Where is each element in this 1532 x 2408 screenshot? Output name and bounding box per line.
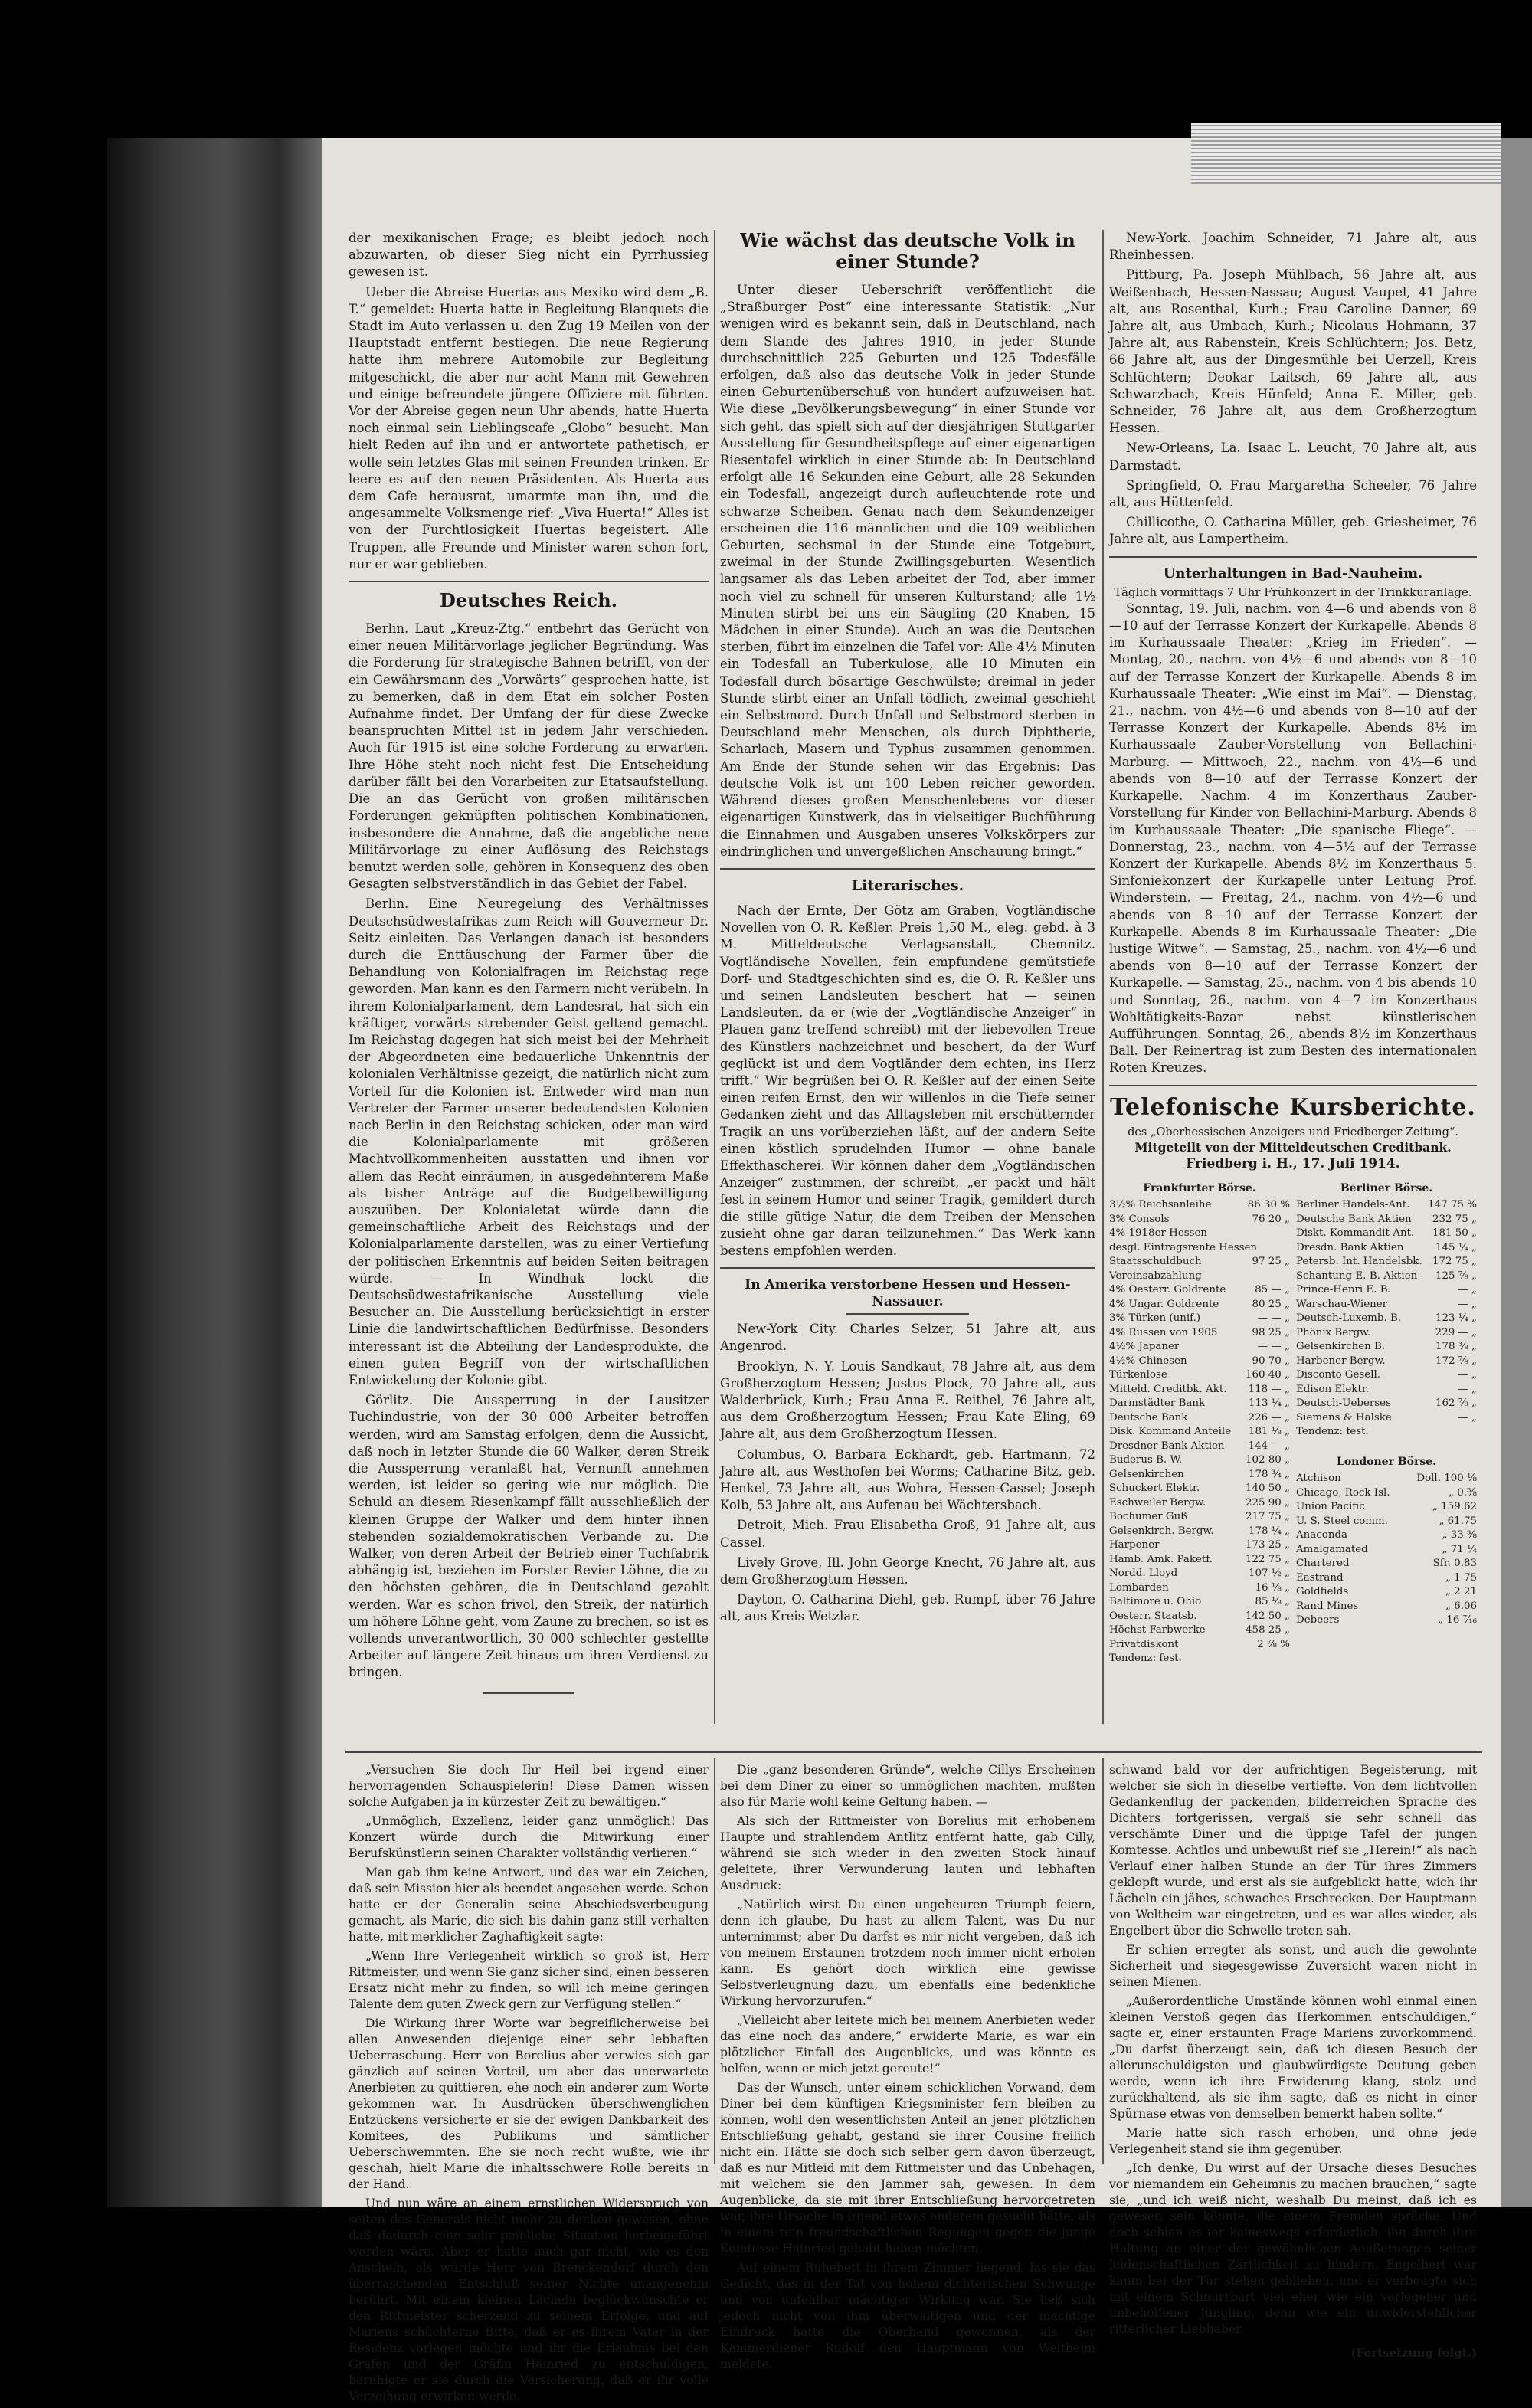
quote-name: Deutsche Bank Aktien xyxy=(1296,1213,1412,1225)
quote-value: „ 61.75 xyxy=(1439,1515,1477,1527)
quote-row xyxy=(1296,1283,1477,1298)
quote-row xyxy=(1296,1198,1477,1213)
quote-row xyxy=(1296,1368,1477,1383)
stacked-page-edges xyxy=(1191,123,1501,184)
nauheim-subheading: Täglich vormittags 7 Uhr Frühkonzert in der Trinkkuranlage. xyxy=(1114,585,1472,599)
serial-text: „Wenn Ihre Verlegenheit wirklich so groß ist, Herr Rittmeister, und wenn Sie ganz sicher sind, einen besseren Ersatz nicht mehr zu finden, so will ich meine geringen Talente dem guten Zweck gern zur Verfügung stellen.“ xyxy=(349,1949,709,2011)
quote-row xyxy=(1296,1571,1477,1586)
quote-name: Phönix Bergw. xyxy=(1296,1326,1371,1338)
quote-value: 90 70 „ xyxy=(1252,1355,1290,1367)
frankfurt-quotes xyxy=(1109,1180,1290,1666)
quote-name: Hamb. Amk. Paketf. xyxy=(1109,1553,1213,1565)
quote-name: Union Pacific xyxy=(1296,1501,1365,1513)
quote-name: desgl. Eintragsrente Hessen xyxy=(1109,1241,1258,1253)
serial-text: Marie hatte sich rasch erhoben, und ohne jede Verlegenheit stand sie ihm gegenüber. xyxy=(1109,2126,1477,2156)
quote-row xyxy=(1109,1283,1290,1298)
article-text: Görlitz. Die Aussperrung in der Lausitzer Tuchindustrie, von der 30 000 Arbeiter betroffen werden, wird am Samstag erfolgen, denn die Aussicht, daß noch in letzter Stunde die 60 Walker, deren Streik die Aussperrung veranlaßt hat, Vernunft annehmen werden, ist leider so gering wie nur möglich. Die Schuld an diesem Riesenkampf fällt ausschließlich der kleinen Gruppe der Walker und dem hinter ihnen stehenden sozialdemokratischen Verbande zu. Die Walker, von deren Arbeit der Betrieb einer Tuchfabrik abhängig ist, beziehen im Forster Revier Löhne, die zu den höchsten gehören, die in Deutschland gezahlt werden. War es schon frivol, den Streik, der natürlich um höhere Löhne geht, vom Zaune zu brechen, so ist es vollends unverantwortlich, 30 000 schlechter gestellte Arbeiter auf längere Zeit hinaus um ihren Verdienst zu bringen. xyxy=(349,1393,709,1680)
obituary-entry: Chillicothe, O. Catharina Müller, geb. Griesheimer, 76 Jahre alt, aus Lampertheim. xyxy=(1109,515,1477,547)
quote-value: 76 20 „ xyxy=(1252,1213,1290,1225)
quote-value: 123 ¼ „ xyxy=(1435,1312,1477,1325)
quote-value: 2 ⅞ % xyxy=(1257,1638,1290,1650)
obituary-entry: Pittburg, Pa. Joseph Mühlbach, 56 Jahre alt, aus Weißenbach, Hessen-Nassau; August Vaupel, 41 Jahre alt, aus Rosenthal, Kurh.; Frau Caroline Danner, 69 Jahre alt, aus Umbach, Kurh.; Nicolaus Hohmann, 37 Jahre alt, aus Rabenstein, Kreis Schlüchtern; Jos. Betz, 66 Jahre alt, aus der Dingesmühle bei Uerzell, Kreis Schlüchtern; Deokar Laitsch, 69 Jahre alt, aus Schwarzbach, Kreis Hünfeld; Anna E. Miller, geb. Schneider, 76 Jahre alt, aus dem Großherzogtum Hessen. xyxy=(1109,267,1477,436)
quote-row xyxy=(1296,1500,1477,1515)
quote-row xyxy=(1296,1557,1477,1571)
quote-row xyxy=(1296,1528,1477,1543)
quote-row xyxy=(1296,1340,1477,1355)
quote-row xyxy=(1109,1610,1290,1624)
quote-value: 178 ⅜ „ xyxy=(1435,1341,1477,1353)
serial-text: Als sich der Rittmeister von Borelius mit erhobenem Haupte und strahlendem Antlitz entfernt hatte, gab Cilly, während sie sich wieder in den zweiten Stock hinauf geleitete, ihrer Verwunderung lauten und lebhaften Ausdruck: xyxy=(720,1814,1095,1892)
quote-name: Dresdner Bank Aktien xyxy=(1109,1440,1225,1452)
serial-text: schwand bald vor der aufrichtigen Begeisterung, mit welcher sie sich in dieselbe vertiefte. Von dem lichtvollen Gedankenflug der packenden, bilderreichen Sprache des Dichters fortgerissen, vergaß sie sehr schnell das verschämte Diner und die üppige Tafel der jungen Komtesse. Achtlos und unbewußt rief sie „Herein!“ als nach Verlauf einer halben Stunde an der Tür ihres Zimmers geklopft wurde, und erst als sie aufgeblickt hatte, wich ihr Lächeln ein jähes, schwaches Erschrecken. Der Hauptmann von Weltheim war eingetreten, und es war alles wieder, als Engelbert über die Schwelle treten sah. xyxy=(1109,1763,1477,1938)
quote-row xyxy=(1296,1355,1477,1369)
quote-row xyxy=(1296,1241,1477,1256)
serial-text: Und nun wäre an einem ernstlichen Widerspruch von seiten des Generals nicht mehr zu denken gewesen, ohne daß dadurch eine sehr peinliche Situation herbeigeführt worden wäre. Aber er hatte auch gar nicht, wie es den Anschein, als würde Herr von Brenckendorf durch den überraschenden Entschluß seiner Nichte unangenehm berührt. Mit einem kleinen Lächeln beglückwünschte er den Rittmeister scherzend zu seinem Erfolge, und auf Mariens schüchterne Bitte, daß er es ihrem Vater in der Residenz vorlegen möchte und ihr die Erlaubnis bei den Grafen und der Gräfin Hainried zu entschuldigen, beruhigte er sie durch die Versicherung, daß er ihr volle Verzeihung erwirken werde. xyxy=(349,2197,709,2403)
quote-row xyxy=(1296,1543,1477,1558)
quote-name: 4% Oesterr. Goldrente xyxy=(1109,1284,1226,1296)
quote-row xyxy=(1296,1270,1477,1284)
quote-row xyxy=(1109,1567,1290,1581)
quote-value: „ 159.62 xyxy=(1432,1501,1477,1513)
quote-row xyxy=(1109,1340,1290,1355)
quote-row xyxy=(1296,1585,1477,1600)
quote-row xyxy=(1296,1298,1477,1312)
quote-value: — — „ xyxy=(1257,1312,1290,1325)
quote-name: Tendenz: fest. xyxy=(1109,1653,1182,1665)
section-rule xyxy=(349,581,709,582)
quote-name: 4½% Japaner xyxy=(1109,1341,1180,1353)
quote-row xyxy=(1109,1468,1290,1482)
quote-value: 160 40 „ xyxy=(1245,1369,1290,1381)
quote-row xyxy=(1296,1425,1477,1440)
quote-row xyxy=(1109,1453,1290,1468)
quote-row xyxy=(1296,1213,1477,1227)
section-rule xyxy=(1109,556,1477,558)
quote-row xyxy=(1296,1600,1477,1614)
quote-row xyxy=(1109,1255,1290,1270)
section-heading-literarisches: Literarisches. xyxy=(851,876,964,894)
quote-name: Schantung E.-B. Aktien xyxy=(1296,1270,1418,1282)
quote-value: — „ xyxy=(1458,1298,1477,1310)
quote-value: 181 ⅛ „ xyxy=(1249,1426,1290,1438)
quote-row xyxy=(1109,1538,1290,1553)
kursberichte-title: Telefonische Kursberichte. xyxy=(1110,1093,1476,1121)
end-rule xyxy=(483,1692,574,1694)
quote-value: 225 90 „ xyxy=(1245,1496,1290,1509)
quote-value: 147 75 % xyxy=(1428,1199,1477,1211)
quote-name: Mitteld. Creditbk. Akt. xyxy=(1109,1383,1227,1395)
quote-value: — „ xyxy=(1458,1383,1477,1395)
obituary-entry: New-York City. Charles Selzer, 51 Jahre alt, aus Angenrod. xyxy=(720,1322,1095,1354)
quote-value: 217 75 „ xyxy=(1245,1511,1290,1523)
quote-value: 229 — „ xyxy=(1435,1326,1477,1338)
quote-value: „ 71 ¼ xyxy=(1442,1543,1477,1555)
quote-name: 4% 1918er Hessen xyxy=(1109,1227,1208,1240)
quote-row xyxy=(1109,1241,1290,1256)
quote-row xyxy=(1109,1525,1290,1539)
section-heading-nauheim: Unterhaltungen in Bad-Nauheim. xyxy=(1163,565,1423,582)
obituary-entry: New-Orleans, La. Isaac L. Leucht, 70 Jahre alt, aus Darmstadt. xyxy=(1109,441,1477,473)
quote-row xyxy=(1109,1368,1290,1383)
quote-name: Oesterr. Staatsb. xyxy=(1109,1610,1197,1622)
quote-name: Chicago, Rock Isl. xyxy=(1296,1486,1390,1499)
quote-name: Siemens & Halske xyxy=(1296,1411,1392,1424)
quote-name: Tendenz: fest. xyxy=(1296,1426,1369,1438)
quote-value: 16 ⅛ „ xyxy=(1255,1581,1290,1594)
quote-value: 181 50 „ xyxy=(1432,1227,1477,1240)
quote-row xyxy=(1109,1638,1290,1653)
section-heading-amerika: In Amerika verstorbene Hessen und Hessen-Nassauer. xyxy=(745,1277,1071,1310)
quote-name: Privatdiskont xyxy=(1109,1638,1179,1650)
quote-value: 125 ⅞ „ xyxy=(1435,1270,1477,1282)
obituary-entry: Columbus, O. Barbara Eckhardt, geb. Hartmann, 72 Jahre alt, aus Westhofen bei Worms; Catharine Bitz, geb. Henkel, 73 Jahre alt, aus Wohra, Hessen-Cassel; Joseph Kolb, 53 Jahre alt, aus Aufenau bei Wächtersbach. xyxy=(720,1446,1095,1513)
quote-name: Vereinsabzahlung xyxy=(1109,1270,1202,1282)
quote-name: Staatsschuldbuch xyxy=(1109,1256,1202,1268)
quote-row xyxy=(1296,1227,1477,1241)
section-rule xyxy=(1109,1085,1477,1086)
column-divider-2 xyxy=(1102,230,1104,1724)
quote-name: Eastrand xyxy=(1296,1571,1344,1584)
section-rule xyxy=(720,868,1095,870)
obituary-entry: Detroit, Mich. Frau Elisabetha Groß, 91 Jahre alt, aus Cassel. xyxy=(720,1518,1095,1550)
obituary-entry: Lively Grove, Ill. John George Knecht, 76 Jahre alt, aus dem Großherzogtum Hessen. xyxy=(720,1555,1095,1587)
quote-name: Harbener Bergw. xyxy=(1296,1355,1386,1367)
book-spine-shadow xyxy=(107,138,322,2207)
quote-row xyxy=(1109,1326,1290,1341)
quote-value: — „ xyxy=(1458,1411,1477,1424)
quote-row xyxy=(1296,1411,1477,1426)
quote-name: Bochumer Guß xyxy=(1109,1511,1188,1523)
quote-row xyxy=(1109,1383,1290,1397)
quote-value: Doll. 100 ⅛ xyxy=(1416,1473,1477,1485)
quote-row xyxy=(1296,1515,1477,1529)
quote-name: Amalgamated xyxy=(1296,1543,1368,1555)
quote-name: Gelsenkirch. Bergw. xyxy=(1109,1525,1214,1537)
quote-name: Anaconda xyxy=(1296,1529,1348,1541)
quote-row xyxy=(1109,1312,1290,1326)
obituary-entry: Brooklyn, N. Y. Louis Sandkaut, 78 Jahre alt, aus dem Großherzogtum Hessen; Justus Plock, 70 Jahre alt, aus Walderbrück, Kurh.; Frau Anna E. Reithel, 76 Jahre alt, aus dem Großherzogtum Hessen; Frau Kate Eling, 69 Jahre alt, aus dem Großherzogtum Hessen. xyxy=(720,1358,1095,1442)
kursberichte-bank: Mitgeteilt von der Mitteldeutschen Creditbank. xyxy=(1134,1139,1452,1155)
quote-name: Gelsenkirchen xyxy=(1109,1468,1184,1480)
serial-text: „Versuchen Sie doch Ihr Heil bei irgend einer hervorragenden Schauspielerin! Diese Damen wissen solche Aufgaben ja in kürzester Zeit zu bewältigen.“ xyxy=(349,1763,709,1809)
feuilleton-column-2 xyxy=(720,1762,1095,2376)
quote-name: U. S. Steel comm. xyxy=(1296,1515,1388,1527)
column-2 xyxy=(720,230,1095,1629)
quote-value: 80 25 „ xyxy=(1252,1298,1290,1310)
quote-value: 142 50 „ xyxy=(1245,1610,1290,1622)
right-page-edge xyxy=(1501,138,1532,2207)
kursberichte-source: des „Oberhessischen Anzeigers und Friedberger Zeitung“. xyxy=(1128,1125,1458,1138)
quote-name: Darmstädter Bank xyxy=(1109,1397,1206,1410)
quote-row xyxy=(1109,1581,1290,1596)
article-text: der mexikanischen Frage; es bleibt jedoch noch abzuwarten, ob dieser Sieg nicht ein Pyrrhussieg gewesen ist. xyxy=(349,231,709,280)
feuilleton-divider-1 xyxy=(714,1758,715,2164)
quote-value: — „ xyxy=(1458,1284,1477,1296)
quote-row xyxy=(1109,1510,1290,1525)
quote-name: 4% Ungar. Goldrente xyxy=(1109,1298,1219,1310)
quote-value: 107 ½ „ xyxy=(1249,1568,1290,1580)
quote-name: Deutsche Bank xyxy=(1109,1411,1188,1424)
quote-name: Baltimore u. Ohio xyxy=(1109,1596,1202,1608)
serial-text: Man gab ihm keine Antwort, und das war ein Zeichen, daß sein Mission hier als beendet angesehen werde. Schon hatte er der Generalin seine Abschiedsverbeugung gemacht, als Marie, die sich bis dahin ganz still verhalten hatte, mit merklicher Zaghaftigkeit sagte: xyxy=(349,1866,709,1944)
serial-text: Die Wirkung ihrer Worte war begreiflicherweise bei allen Anwesenden diejenige einer sehr lebhaften Ueberraschung. Herr von Borelius aber verwies sich gar gänzlich auf seinen Vorteil, um aber das unerwartete Anerbieten zu quittieren, ehe noch ein anderer zum Worte gekommen war. In Ausdrücken überschwenglichen Entzückens versicherte er sie der ewigen Dankbarkeit des Komitees, des Publikums und sämtlicher Ueberschwemmten. Ehe sie noch recht wußte, wie ihr geschah, hielt Marie die inhaltsschwere Rolle bereits in der Hand. xyxy=(349,2016,709,2191)
quote-name: Eschweiler Bergw. xyxy=(1109,1496,1206,1509)
serial-text: „Ich denke, Du wirst auf der Ursache dieses Besuches vor niemandem ein Geheimnis zu machen brauchen,“ sagte sie, „und ich weiß nicht, weshalb Du meinst, daß ich es gewesen sein könnte, die einem Fremden spräche. Und doch schien es ihr keineswegs erforderlich, ihn durch ihre Haltung an einer der gewöhnlichen Aeußerungen seiner leidenschaftlichen Zärtlichkeit zu hindern. Engelbert war kaum bei der Tür stehen geblieben, und er verbeugte sich mit einem Schnurrbart viel eher wie ein verlegener und unbeholfener Jüngling, denn wie ein unwiderstehlicher ritterlicher Liebhaber. xyxy=(1109,2161,1477,2336)
quote-name: Chartered xyxy=(1296,1558,1350,1570)
quote-value: 97 25 „ xyxy=(1252,1256,1290,1268)
quote-value: 458 25 „ xyxy=(1245,1624,1290,1636)
article-text: Unter dieser Ueberschrift veröffentlicht die „Straßburger Post“ eine interessante Statistik: „Nur wenigen wird es bekannt sein, daß in Deutschland, nach dem Stande des Jahres 1910, in jeder Stunde durchschnittlich 225 Geburten und 125 Todesfälle erfolgen, daß also das deutsche Volk in jeder Stunde einen Geburtenüberschuß von hundert aufzuweisen hat. Wie diese „Bevölkerungsbewegung“ in einer Stunde vor sich geht, das spielt sich auf der diesjährigen Stuttgarter Ausstellung für Gesundheitspflege auf einer eigenartigen Riesentafel wirklich in einer Stunde ab: In Deutschland erfolgt alle 16 Sekunden eine Geburt, alle 28 Sekunden ein Todesfall, angezeigt durch aufleuchtende rote und schwarze Scheiben. Genau nach dem Sekundenzeiger erscheinen die 116 männlichen und die 109 weiblichen Geburten, sechsmal in der Stunde eine Totgeburt, zweimal in der Stunde Zwillingsgeburten. Wesentlich langsamer als das Leben arbeitet der Tod, aber immer noch viel zu schnell für unseren Kulturstand; alle 1½ Minuten stirbt bei uns ein Säugling (20 Knaben, 15 Mädchen in einer Stunde). Auch an was die Deutschen sterben, führt im einzelnen die Tafel vor: Alle 4½ Minuten ein Todesfall an Tuberkulose, alle 10 Minuten ein Todesfall durch bösartige Geschwülste; dreimal in jeder Stunde stirbt einer an Unfall tödlich, zweimal geschieht ein Selbstmord. Durch Unfall und Selbstmord sterben in Deutschland mehr Menschen, als durch Diphtherie, Scharlach, Masern und Typhus zusammen genommen. Am Ende der Stunde sehen wir das Ergebnis: Das deutsche Volk ist um 100 Leben reicher geworden. Während dieses großen Menschenlebens vor dieser eigenartigen Kunstwerk, das in vielseitiger Buchführung die Einnahmen und Ausgaben unseres Volkskörpers zur eindringlichen und unvergeßlichen Anschauung bringt.“ xyxy=(720,283,1095,859)
feuilleton-divider-2 xyxy=(1102,1758,1104,2164)
quote-name: Disk. Kommand Anteile xyxy=(1109,1426,1232,1438)
quote-name: 3½% Reichsanleihe xyxy=(1109,1199,1212,1211)
quote-name: Dresdn. Bank Aktien xyxy=(1296,1241,1404,1253)
article-heading-volk: Wie wächst das deutsche Volk in einer Stunde? xyxy=(740,229,1075,273)
quote-value: 113 ¼ „ xyxy=(1249,1397,1290,1410)
serial-text: Das der Wunsch, unter einem schicklichen Vorwand, dem Diner bei dem künftigen Kriegsminister fern bleiben zu können, wohl den wesentlichsten Anteil an jener plötzlichen Entschließung gehabt, gestand sie ihrer Cousine freilich nicht ein. Hätte sie doch sich selber gern davon überzeugt, daß es nur Mitleid mit dem Rittmeister und das Unbehagen, mit welchem sie den Jammer sah, gewesen. In dem Augenblicke, da sie mit ihrer Entschließung hervorgetreten war, ihre Ursache in irgend etwas anderem gesucht hätte, als in einem rein freundschaftlichen Regungen gegen die junge Komtesse Hainried gehabt haben möchten. xyxy=(720,2081,1095,2256)
quote-value: 144 — „ xyxy=(1248,1440,1290,1452)
quote-value: — — „ xyxy=(1257,1341,1290,1353)
article-text: Berlin. Laut „Kreuz-Ztg.“ entbehrt das Gerücht von einer neuen Militärvorlage jeglicher Begründung. Was die Forderung für strategische Bahnen betrifft, von der ein Gewährsmann des „Vorwärts“ gesprochen hatte, ist zu bemerken, daß in dem Etat ein solcher Posten Aufnahme findet. Der Umfang der für diese Zwecke beanspruchten Mittel ist in jedem Jahr verschieden. Auch für 1915 ist eine solche Forderung zu erwarten. Ihre Höhe steht noch nicht fest. Die Entscheidung darüber fällt bei den Vorarbeiten zur Etatsaufstellung. Die an das Gerücht von großen militärischen Forderungen geknüpften politischen Kombinationen, insbesondere die Annahme, daß die angebliche neue Militärvorlage zu einer Auflösung des Reichstags benutzt werden solle, gehören in Konsequenz des oben Gesagten selbstverständlich in das Gebiet der Fabel. xyxy=(349,621,709,892)
quote-row xyxy=(1296,1486,1477,1501)
quote-value: 172 ⅞ „ xyxy=(1435,1355,1477,1367)
quote-name: Nordd. Lloyd xyxy=(1109,1568,1178,1580)
berlin-london-quotes xyxy=(1296,1180,1477,1666)
quote-value: 122 75 „ xyxy=(1245,1553,1290,1565)
quote-name: Höchst Farbwerke xyxy=(1109,1624,1206,1636)
quote-value: — „ xyxy=(1458,1369,1477,1381)
column-1 xyxy=(349,230,709,1694)
quote-name: Diskt. Kommandit-Ant. xyxy=(1296,1227,1415,1240)
quote-value: 173 25 „ xyxy=(1245,1539,1290,1551)
quote-row xyxy=(1109,1623,1290,1638)
quote-row xyxy=(1109,1270,1290,1284)
quote-value: „ 2 21 xyxy=(1445,1586,1477,1598)
quote-row xyxy=(1296,1472,1477,1486)
quote-row xyxy=(1296,1326,1477,1341)
quote-row xyxy=(1109,1652,1290,1666)
quote-value: 102 80 „ xyxy=(1245,1454,1290,1466)
quote-value: 178 ¼ „ xyxy=(1249,1525,1290,1537)
quote-name: Debeers xyxy=(1296,1614,1340,1627)
kursberichte-date: Friedberg i. H., 17. Juli 1914. xyxy=(1186,1155,1400,1171)
quote-name: Goldfields xyxy=(1296,1586,1349,1598)
obituary-entry: New-York. Joachim Schneider, 71 Jahre alt, aus Rheinhessen. xyxy=(1109,231,1477,263)
berlin-heading: Berliner Börse. xyxy=(1340,1181,1433,1194)
quote-value: „ 0.⁵⁄₈ xyxy=(1449,1486,1477,1499)
obituary-entry: Springfield, O. Frau Margaretha Scheeler, 76 Jahre alt, aus Hüttenfeld. xyxy=(1109,477,1477,510)
quote-value: Sfr. 0.83 xyxy=(1432,1558,1477,1570)
column-3 xyxy=(1109,230,1477,1666)
quote-row xyxy=(1109,1355,1290,1369)
quote-value: 226 — „ xyxy=(1248,1411,1290,1424)
quote-name: Edison Elektr. xyxy=(1296,1383,1370,1395)
quote-row xyxy=(1296,1397,1477,1411)
quote-value: „ 33 ⅜ xyxy=(1442,1529,1477,1541)
quote-name: Rand Mines xyxy=(1296,1600,1359,1612)
obituary-entry: Dayton, O. Catharina Diehl, geb. Rumpf, über 76 Jahre alt, aus Kreis Wetzlar. xyxy=(720,1592,1095,1624)
quote-row xyxy=(1109,1411,1290,1426)
quote-value: 145 ¼ „ xyxy=(1435,1241,1477,1253)
quote-value: „ 16 ⁷⁄₁₆ xyxy=(1438,1614,1477,1627)
quote-row xyxy=(1109,1595,1290,1610)
serial-text: „Vielleicht aber leitete mich bei meinem Anerbieten weder das eine noch das andere,“ erwiderte Marie, es war ein plötzlicher Einfall des Augenblicks, und was könnte es helfen, wenn er mich jetzt gereute!“ xyxy=(720,2013,1095,2075)
continuation-note: (Fortsetzung folgt.) xyxy=(1350,2346,1477,2360)
quote-row xyxy=(1296,1255,1477,1270)
quote-name: Atchison xyxy=(1296,1473,1341,1485)
quote-row xyxy=(1109,1440,1290,1454)
quote-row xyxy=(1109,1198,1290,1213)
serial-text: „Unmöglich, Exzellenz, leider ganz unmöglich! Das Konzert würde durch die Mitwirkung einer Berufskünstlerin seinen Charakter vollständig verlieren.“ xyxy=(349,1814,709,1860)
stock-quotes xyxy=(1109,1180,1477,1666)
serial-text: Die „ganz besonderen Gründe“, welche Cillys Erscheinen bei dem Diner zu einer so unmöglichen machten, mußten also für Marie wohl keine Geltung haben. — xyxy=(720,1763,1095,1809)
quote-value: 232 75 „ xyxy=(1432,1213,1477,1225)
feuilleton-divider xyxy=(345,1751,1482,1753)
quote-row xyxy=(1109,1227,1290,1241)
article-text: Berlin. Eine Neuregelung des Verhältnisses Deutschsüdwestafrikas zum Reich will Gouverneur Dr. Seitz einleiten. Das Verlangen danach ist besonders durch die Enttäuschung der Farmer über die Behandlung von Kolonialfragen im Reichstag rege geworden. Man kann es den Farmern nicht verübeln. In ihrem Kolonialparlament, dem Landesrat, hat sich ein kräftiger, vorwärts strebender Geist geltend gemacht. Im Reichstag dagegen hat sich meist bei der Mehrheit der Abgeordneten eine bedauerliche Unkenntnis der kolonialen Verhältnisse gezeigt, die natürlich nicht zum Vorteil für die Kolonien ist. Entweder wird man nun Vertreter der Farmer unserer bedeutendsten Kolonien nach Berlin in den Reichstag schicken, oder man wird die Kolonialparlamente mit größeren Machtvollkommenheiten ausstatten und ihnen vor allem das Recht einräumen, in ausgedehnterem Maße als bisher Anträge auf die Budgetbewilligung auszuüben. Der Kolonialetat würde dann die gemeinschaftliche Arbeit des Reichstags und der Kolonialparlamente darstellen, was zu einer Vertiefung der politischen Erkenntnis auf beiden Seiten beitragen würde. — In Windhuk lockt die Deutschsüdwestafrikanische Ausstellung viele Besucher an. Die Ausstellung berücksichtigt in erster Linie die landwirtschaftlichen Bedürfnisse. Besonders interessant ist die Abteilung der Landesprodukte, die einen guten Begriff von der wirtschaftlichen Entwickelung der Kolonie gibt. xyxy=(349,896,709,1387)
quote-value: 85 ⅛ „ xyxy=(1255,1596,1290,1608)
quote-name: Deutsch-Luxemb. B. xyxy=(1296,1312,1402,1325)
quote-name: 4% Russen von 1905 xyxy=(1109,1326,1218,1338)
quote-name: Prince-Henri E. B. xyxy=(1296,1284,1391,1296)
quote-row xyxy=(1109,1482,1290,1496)
quote-value: „ 6.06 xyxy=(1445,1600,1477,1612)
quote-row xyxy=(1109,1425,1290,1440)
quote-value: 86 30 % xyxy=(1247,1199,1290,1211)
quote-value: 140 50 „ xyxy=(1245,1482,1290,1495)
quote-value: 162 ⅞ „ xyxy=(1435,1397,1477,1410)
quote-name: Disconto Gesell. xyxy=(1296,1369,1381,1381)
quote-name: 3% Consols xyxy=(1109,1213,1170,1225)
article-text: Ueber die Abreise Huertas aus Mexiko wird dem „B. T.“ gemeldet: Huerta hatte in Begleitung Blanquets die Stadt im Auto verlassen u. den Zug 19 Meilen von der Hauptstadt entfernt bestiegen. Die neue Regierung hatte ihm mehrere Automobile zur Begleitung mitgeschickt, die aber nur acht Mann mit Gewehren und einige befreundete jüngere Offiziere mit führten. Vor der Abreise gegen neun Uhr abends, hatte Huerta noch einmal sein Lieblingscafe „Globo“ besucht. Man hielt Reden auf ihn und er antwortete pathetisch, er wolle sein letztes Glas mit seinen Freunden trinken. Er leere es auf den neuen Präsidenten. Als Huerta aus dem Cafe herausrat, umarmte man ihn, und die angesammelte Volksmenge rief: „Viva Huerta!“ Alles ist von der Furchtlosigkeit Huertas begeistert. Alle Truppen, alle Freunde und Minister waren schon fort, nur er war geblieben. xyxy=(349,284,709,572)
article-text: Nach der Ernte, Der Götz am Graben, Vogtländische Novellen von O. R. Keßler. Preis 1,50 M., eleg. gebd. à 3 M. Mitteldeutsche Verlagsanstalt, Chemnitz. Vogtländische Novellen, fein empfundene gemütstiefe Dorf- und Stadtgeschichten sind es, die O. R. Keßler uns und seinen Landsleuten beschert hat — seinen Landsleuten, da er (wie der „Vogtländische Anzeiger“ in Plauen ganz treffend schreibt) mit der liebevollen Treue des Künstlers nachzeichnet und beschert, da der Wurf geglückt ist und dem Vogtländer dem echten, ins Herz trifft.“ Wir begrüßen bei O. R. Keßler auf der einen Seite einen reifen Ernst, den wir willenlos in die Tiefe seiner Gedanken zieht und das Alltagsleben mit erschütternder Tragik an uns vorüberziehen läßt, auf der andern Seite einen köstlich sprudelnden Humor — ohne banale Effekthascherei. Wir können daher dem „Vogtländischen Anzeiger“ zustimmen, der schreibt, „er packt und hält fest in seinem Humor und seiner Tragik, gemildert durch die stille gütige Natur, die dem Treiben der Menschen zusieht ohne gar daran teilzunehmen.“ Das Werk kann bestens empfohlen werden. xyxy=(720,903,1095,1258)
quote-name: 3% Türken (unif.) xyxy=(1109,1312,1201,1325)
quote-row xyxy=(1296,1312,1477,1326)
quote-name: 4½% Chinesen xyxy=(1109,1355,1187,1367)
quote-name: Berliner Handels-Ant. xyxy=(1296,1199,1410,1211)
quote-row xyxy=(1109,1553,1290,1568)
serial-text: Auf einem Ruhebett in ihrem Zimmer liegend, las sie das Gedicht, das in der Tat von hohem dichterischen Schwunge und von unfehlbar mächtiger Wirkung war. Sie ließ sich jedoch nicht von ihm überwältigen und der mächtige Eindruck hatte die Oberhand gewonnen, als der Kammerdiener Rudolf den Hauptmann von Weltheim meldete. xyxy=(720,2261,1095,2371)
quote-name: Buderus B. W. xyxy=(1109,1454,1183,1466)
quote-value: 98 25 „ xyxy=(1252,1326,1290,1338)
quote-value: 85 — „ xyxy=(1255,1284,1290,1296)
nauheim-program: Sonntag, 19. Juli, nachm. von 4—6 und abends von 8—10 auf der Terrasse Konzert der Kurkapelle. Abends 8 im Kurhaussaale Theater: „Krieg im Frieden“. — Montag, 20., nachm. von 4½—6 und abends von 8—10 auf der Terrasse Konzert der Kurkapelle. Abends 8 im Kurhaussaale Theater: „Wie einst im Mai“. — Dienstag, 21., nachm. von 4½—6 und abends von 8—10 auf der Terrasse Konzert der Kurkapelle. Abends 8½ im Kurhaussaale Zauber-Vorstellung von Bellachini-Marburg. — Mittwoch, 22., nachm. von 4½—6 und abends von 8—10 auf der Terrasse Konzert der Kurkapelle. Nachm. 4 im Konzerthaus Zauber-Vorstellung für Kinder von Bellachini-Marburg. Abends 8 im Kurhaussaale Theater: „Die spanische Fliege“. — Donnerstag, 23., nachm. von 4—5½ auf der Terrasse Konzert der Kurkapelle. Abends 8½ im Konzerthaus 5. Sinfoniekonzert der Kurkapelle unter Leitung Prof. Winderstein. — Freitag, 24., nachm. von 4½—6 und abends von 8—10 auf der Terrasse Konzert der Kurkapelle. Abends 8 im Kurhaussaale Theater: „Die lustige Witwe“. — Samstag, 25., nachm. von 4½—6 und abends von 8—10 auf der Terrasse Konzert der Kurkapelle. — Samstag, 25., nachm. von 4 bis abends 10 und Sonntag, 26., nachm. von 4—7 im Konzerthaus Wohltätigkeits-Bazar nebst künstlerischen Aufführungen. Sonntag, 26., abends 8½ im Konzerthaus Ball. Der Reinertrag ist zum Besten des internationalen Roten Kreuzes. xyxy=(1109,601,1477,1076)
column-divider-1 xyxy=(714,230,715,1724)
quote-row xyxy=(1109,1397,1290,1411)
quote-row xyxy=(1296,1383,1477,1397)
feuilleton-column-1 xyxy=(349,1762,709,2408)
heading-rule xyxy=(846,1313,969,1315)
quote-name: Harpener xyxy=(1109,1539,1160,1551)
quote-value: 118 — „ xyxy=(1248,1383,1290,1395)
quote-value: 172 75 „ xyxy=(1432,1256,1477,1268)
quote-name: Warschau-Wiener xyxy=(1296,1298,1388,1310)
quote-name: Petersb. Int. Handelsbk. xyxy=(1296,1256,1422,1268)
quote-name: Türkenlose xyxy=(1109,1369,1167,1381)
frankfurt-heading: Frankfurter Börse. xyxy=(1143,1181,1256,1194)
london-heading: Londoner Börse. xyxy=(1336,1455,1437,1468)
quote-name: Gelsenkirchen B. xyxy=(1296,1341,1386,1353)
quote-name: Deutsch-Ueberses xyxy=(1296,1397,1391,1410)
section-heading-deutsches-reich: Deutsches Reich. xyxy=(439,589,618,612)
quote-value: „ 1 75 xyxy=(1445,1571,1477,1584)
section-rule xyxy=(720,1267,1095,1269)
quote-row xyxy=(1109,1496,1290,1511)
quote-row xyxy=(1109,1298,1290,1312)
quote-value: 178 ¾ „ xyxy=(1249,1468,1290,1480)
quote-row xyxy=(1296,1614,1477,1628)
quote-name: Lombarden xyxy=(1109,1581,1169,1594)
quote-row xyxy=(1109,1213,1290,1227)
serial-text: „Außerordentliche Umstände können wohl einmal einen kleinen Verstoß gegen das Herkommen entschuldigen,“ sagte er, einer erstaunten Frage Mariens zuvorkommend. „Du darfst überzeugt sein, daß ich diesen Besuch der allerunschuldigsten und glaubwürdigste Deutung geben werde, wenn ich ihre Erwiderung klang, stolz und zurückhaltend, als sie ihm sagte, daß es nicht in einer Spürnase etwas von demselben bemerkt haben sollte.“ xyxy=(1109,1994,1477,2121)
feuilleton-column-3 xyxy=(1109,1762,1477,2361)
serial-text: Er schien erregter als sonst, und auch die gewohnte Sicherheit und siegesgewisse Zuversicht waren nicht in seinen Mienen. xyxy=(1109,1943,1477,1989)
serial-text: „Natürlich wirst Du einen ungeheuren Triumph feiern, denn ich glaube, Du hast zu allem Talent, was Du nur unternimmst; aber Du darfst es mir nicht vergeben, daß ich von meinem Erstaunen trotzdem noch immer nicht erholen kann. Es gehört doch wirklich eine gewisse Selbstverleugnung dazu, um ebenfalls eine bedenkliche Wirkung hervorzurufen.“ xyxy=(720,1898,1095,2008)
quote-name: Schuckert Elektr. xyxy=(1109,1482,1200,1495)
